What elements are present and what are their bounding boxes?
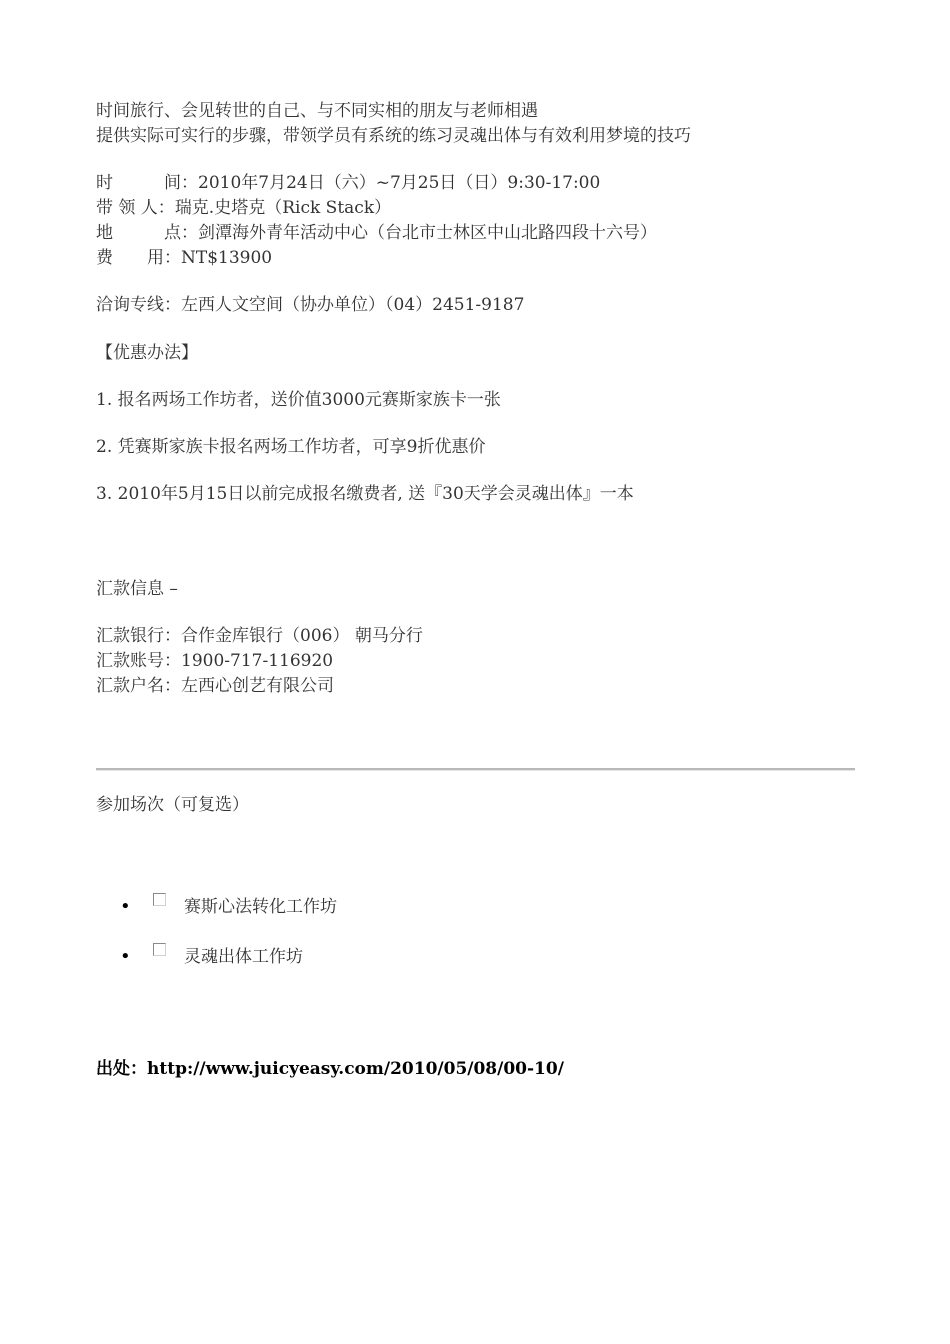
bullet-icon: • xyxy=(120,946,131,967)
contact-line: 洽询专线：左西人文空间（协办单位）（04）2451-9187 xyxy=(96,295,525,315)
remittance-heading: 汇款信息 – xyxy=(96,579,178,599)
remittance-holder: 汇款户名：左西心创艺有限公司 xyxy=(96,676,334,696)
detail-time xyxy=(96,171,600,195)
bullet-icon: • xyxy=(120,896,131,917)
session-option-2-label: 灵魂出体工作坊 xyxy=(184,947,303,967)
detail-place-value: 剑潭海外青年活动中心（台北市士林区中山北路四段十六号） xyxy=(198,223,657,243)
horizontal-rule xyxy=(96,768,855,771)
session-option-2[interactable] xyxy=(120,943,303,969)
detail-time-label: 时 间： xyxy=(96,173,198,193)
source-link[interactable]: 出处：http://www.juicyeasy.com/2010/05/08/00-10/ xyxy=(96,1059,564,1079)
session-option-1-label: 赛斯心法转化工作坊 xyxy=(184,897,337,917)
remittance-account: 汇款账号：1900-717-116920 xyxy=(96,651,334,671)
detail-leader-value: 瑞克.史塔克（Rick Stack） xyxy=(174,198,392,218)
checkbox-session-1[interactable] xyxy=(153,893,166,906)
checkbox-session-2[interactable] xyxy=(153,943,166,956)
detail-leader-label: 带 领 人： xyxy=(96,198,175,218)
intro-line-1: 时间旅行、会见转世的自己、与不同实相的朋友与老师相遇 xyxy=(96,101,538,121)
detail-place xyxy=(96,221,657,245)
detail-place-label: 地 点： xyxy=(96,223,198,243)
detail-time-value: 2010年7月24日（六）~7月25日（日）9:30-17:00 xyxy=(198,173,601,193)
remittance-bank: 汇款银行：合作金库银行（006） 朝马分行 xyxy=(96,626,423,646)
detail-leader xyxy=(96,196,391,220)
detail-fee-value: NT$13900 xyxy=(181,248,273,268)
discount-heading: 【优惠办法】 xyxy=(96,343,198,363)
intro-line-2: 提供实际可实行的步骤，带领学员有系统的练习灵魂出体与有效利用梦境的技巧 xyxy=(96,126,691,146)
sessions-heading: 参加场次（可复选） xyxy=(96,795,249,815)
detail-fee-label: 费 用： xyxy=(96,248,181,268)
discount-item-2: 2. 凭赛斯家族卡报名两场工作坊者，可享9折优惠价 xyxy=(96,437,486,457)
detail-fee xyxy=(96,246,272,270)
discount-item-1: 1. 报名两场工作坊者，送价值3000元赛斯家族卡一张 xyxy=(96,390,501,410)
session-option-1[interactable] xyxy=(120,893,337,919)
discount-item-3: 3. 2010年5月15日以前完成报名缴费者, 送『30天学会灵魂出体』一本 xyxy=(96,484,634,504)
